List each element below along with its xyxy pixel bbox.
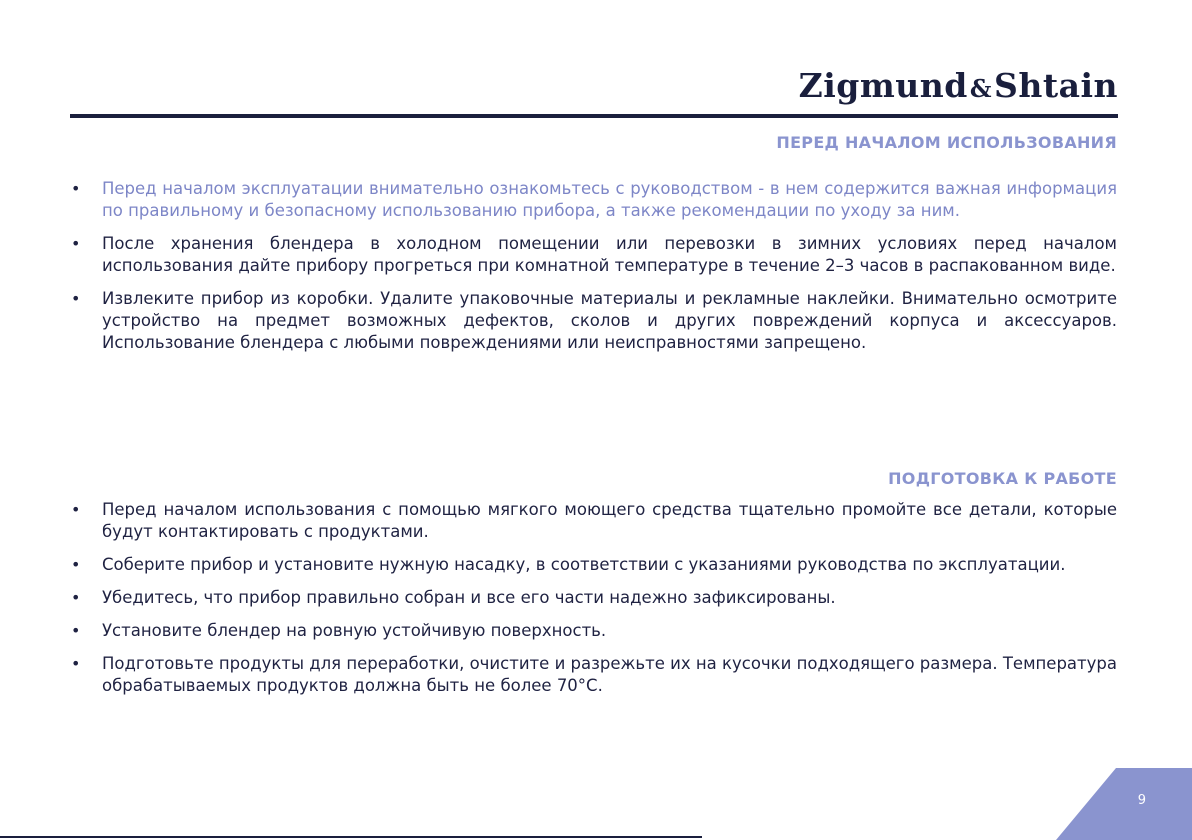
bullet-icon: • [71,289,81,308]
page-corner-decoration [1056,768,1192,840]
list-item-text: Перед началом использования с помощью мягкого моющего средства тщательно промойте все детали, которые будут контактировать с продуктами. [102,500,1117,541]
list-item-text: Убедитесь, что прибор правильно собран и все его части надежно зафиксированы. [102,588,836,607]
brand-logo [799,66,1118,105]
bullet-icon: • [71,234,81,253]
list-item [70,288,1117,354]
footer-divider [0,836,702,838]
bullet-icon: • [71,555,81,574]
brand-name-right: Shtain [994,66,1118,105]
list-item [70,587,1117,609]
section-title-preparation: ПОДГОТОВКА К РАБОТЕ [888,469,1117,488]
preparation-list [70,499,1117,708]
list-item-text: Соберите прибор и установите нужную насадку, в соответствии с указаниями руководства по эксплуатации. [102,555,1066,574]
list-item-text: Установите блендер на ровную устойчивую поверхность. [102,621,607,640]
bullet-icon: • [71,500,81,519]
list-item-text: Извлеките прибор из коробки. Удалите упаковочные материалы и рекламные наклейки. Внимательно осмотрите устройство на предмет возможных дефектов, сколов и других повреждений корпуса и аксессуаров. Использование блендера с любыми повреждениями или неисправностями запрещено. [102,289,1117,352]
list-item-text: Подготовьте продукты для переработки, очистите и разрежьте их на кусочки подходящего размера. Температура обрабатываемых продуктов должна быть не более 70°C. [102,654,1117,695]
before-use-list [70,178,1117,365]
header-divider [70,114,1118,118]
page-number: 9 [1137,793,1146,808]
list-item [70,653,1117,697]
list-item [70,620,1117,642]
list-item [70,178,1117,222]
section-title-before-use: ПЕРЕД НАЧАЛОМ ИСПОЛЬЗОВАНИЯ [776,133,1117,152]
list-item-text: Перед началом эксплуатации внимательно ознакомьтесь с руководством - в нем содержится важная информация по правильному и безопасному использованию прибора, а также рекомендации по уходу за ним. [102,179,1117,220]
bullet-icon: • [71,179,81,198]
list-item [70,554,1117,576]
list-item [70,233,1117,277]
bullet-icon: • [71,654,81,673]
brand-name-left: Zigmund [798,66,968,105]
brand-ampersand: & [969,74,993,103]
list-item-text: После хранения блендера в холодном помещении или перевозки в зимних условиях перед началом использования дайте прибору прогреться при комнатной температуре в течение 2–3 часов в распакованном виде. [102,234,1117,275]
bullet-icon: • [71,621,81,640]
bullet-icon: • [71,588,81,607]
list-item [70,499,1117,543]
